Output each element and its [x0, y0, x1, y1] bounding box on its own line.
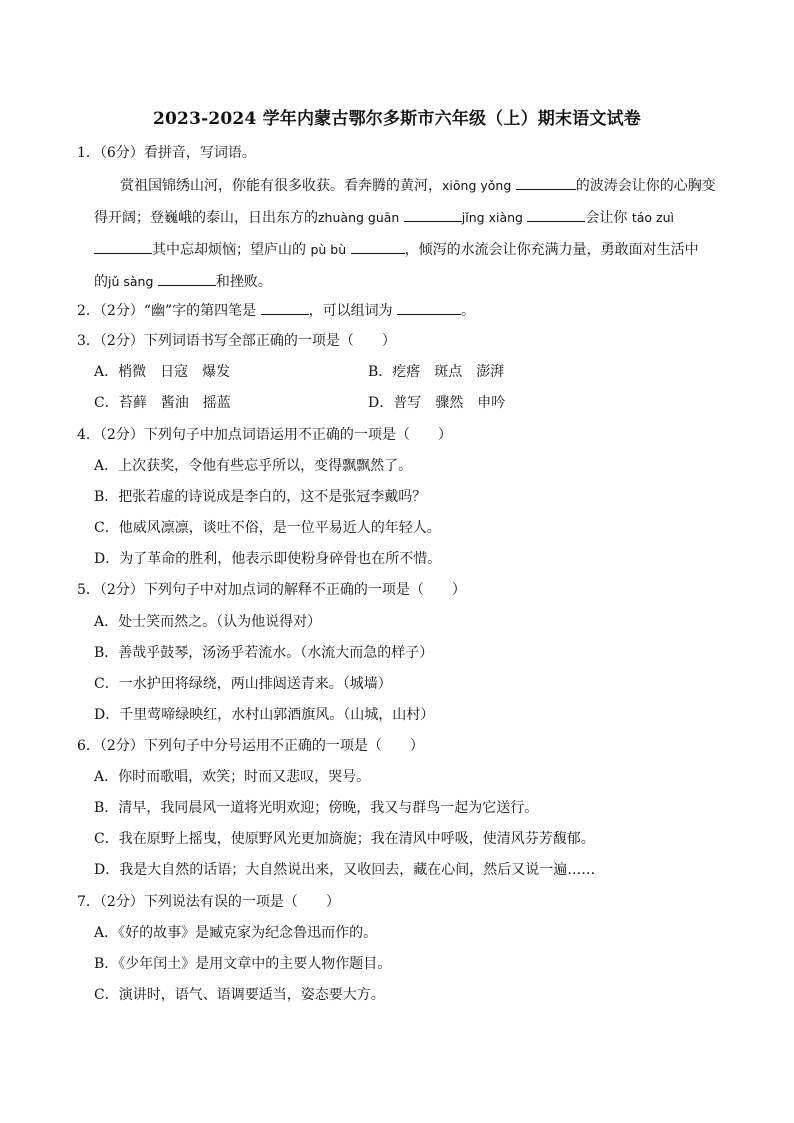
q1-text: 赏祖国锦绣山河，你能有很多收获。看奔腾的黄河，: [120, 178, 442, 194]
answer-blank[interactable]: [397, 300, 461, 315]
q4-option-a[interactable]: A．上次获奖，令他有些忘乎所以，变得飘飘然了。: [94, 458, 413, 474]
q1-heading: 1．（6分）看拼音，写词语。: [77, 145, 256, 161]
pinyin-prompt: jǐng xiàng: [461, 210, 523, 225]
q1-line-2: [94, 207, 674, 228]
pinyin-prompt: zhuàng guān: [318, 210, 400, 225]
q6-heading: 6．（2分）下列句子中分号运用不正确的一项是（ ）: [77, 738, 424, 754]
answer-blank[interactable]: [94, 239, 152, 254]
option-word: 爆发: [202, 364, 231, 380]
option-word: 摇蓝: [202, 395, 231, 411]
q4-option-c[interactable]: C．他威风凛凛，谈吐不俗，是一位平易近人的年轻人。: [94, 520, 441, 536]
q1-line-4: [94, 271, 272, 292]
q6-option-d[interactable]: D．我是大自然的话语；大自然说出来，又收回去，藏在心间，然后又说一遍……: [94, 862, 596, 878]
q3-heading: 3．（2分）下列词语书写全部正确的一项是（ ）: [77, 333, 396, 349]
q7-option-a[interactable]: A．《好的故事》是臧克家为纪念鲁迅而作的。: [94, 925, 378, 941]
option-word: D．普写: [368, 395, 422, 411]
q6-option-c[interactable]: C．我在原野上摇曳，使原野风光更加旖旎；我在清风中呼吸，使清风芬芳馥郁。: [94, 831, 595, 847]
q4-heading: 4．（2分）下列句子中加点词语运用不正确的一项是（ ）: [77, 427, 452, 443]
answer-blank[interactable]: [516, 175, 576, 190]
option-word: 日寇: [160, 364, 189, 380]
answer-blank[interactable]: [404, 207, 462, 222]
q1-text: 得开阔；登巍峨的泰山，日出东方的: [94, 210, 318, 226]
q1-text: ，倾泻的水流会让你充满力量，勇敢面对生活中: [404, 242, 699, 258]
q5-option-a[interactable]: A．处士笑而然之。（认为他说得对）: [94, 614, 322, 630]
q2-line: [77, 300, 475, 321]
option-word: B．疙瘩: [368, 364, 421, 380]
q1-line-1: [120, 175, 716, 196]
pinyin-prompt: táo zuì: [631, 210, 675, 225]
q4-option-d[interactable]: D．为了革命的胜利，他表示即使粉身碎骨也在所不惜。: [94, 551, 442, 567]
pinyin-prompt: xiōng yǒng: [442, 178, 512, 193]
q1-text: 的波涛会让你的心胸变: [575, 178, 716, 194]
q6-option-b[interactable]: B．清早，我同晨风一道将光明欢迎；傍晚，我又与群鸟一起为它送行。: [94, 800, 539, 816]
q5-option-c[interactable]: C．一水护田将绿绕，两山排闼送青来。（城墙）: [94, 676, 392, 692]
q5-heading: 5．（2分）下列句子中对加点词的解释不正确的一项是（ ）: [77, 582, 466, 598]
option-word: 申吟: [477, 395, 506, 411]
option-word: A．梢微: [94, 364, 147, 380]
q5-option-d[interactable]: D．千里莺啼绿映红，水村山郭酒旗风。（山城，山村）: [94, 707, 435, 723]
q6-option-a[interactable]: A．你时而歌唱，欢笑；时而又悲叹，哭号。: [94, 769, 371, 785]
q2-text: 。: [461, 303, 476, 319]
q3-option-c[interactable]: [94, 393, 245, 413]
pinyin-prompt: pù bù: [310, 242, 347, 257]
answer-blank[interactable]: [158, 271, 216, 286]
q2-text: ，可以组词为: [308, 303, 393, 319]
option-word: 酱油: [160, 395, 189, 411]
q7-option-b[interactable]: B．《少年闰土》是用文章中的主要人物作题目。: [94, 956, 392, 972]
q1-line-3: [94, 239, 699, 260]
q3-option-b[interactable]: [368, 362, 518, 382]
answer-blank[interactable]: [527, 207, 585, 222]
q3-option-d[interactable]: [368, 393, 519, 413]
q1-text: 会让你: [585, 210, 628, 226]
q1-text: 和挫败。: [215, 274, 272, 290]
q7-option-c[interactable]: C．演讲时，语气、语调要适当，姿态要大方。: [94, 987, 385, 1003]
q1-text: 的: [94, 274, 108, 290]
exam-title: 2023-2024 学年内蒙古鄂尔多斯市六年级（上）期末语文试卷: [152, 109, 641, 129]
answer-blank[interactable]: [261, 300, 309, 315]
pinyin-prompt: jǔ sàng: [108, 274, 154, 289]
option-word: 斑点: [434, 364, 463, 380]
answer-blank[interactable]: [351, 239, 405, 254]
q4-option-b[interactable]: B．把张若虚的诗说成是李白的，这不是张冠李戴吗？: [94, 489, 427, 505]
q5-option-b[interactable]: B．善哉乎鼓琴，汤汤乎若流水。（水流大而急的样子）: [94, 645, 434, 661]
option-word: 骤然: [435, 395, 464, 411]
q2-text: 2．（2分）“幽”字的第四笔是: [77, 303, 257, 319]
option-word: C．苔藓: [94, 395, 147, 411]
option-word: 澎湃: [476, 364, 505, 380]
q1-text: 其中忘却烦恼；望庐山的: [152, 242, 306, 258]
q7-heading: 7．（2分）下列说法有误的一项是（ ）: [77, 894, 340, 910]
q3-option-a[interactable]: [94, 362, 244, 382]
